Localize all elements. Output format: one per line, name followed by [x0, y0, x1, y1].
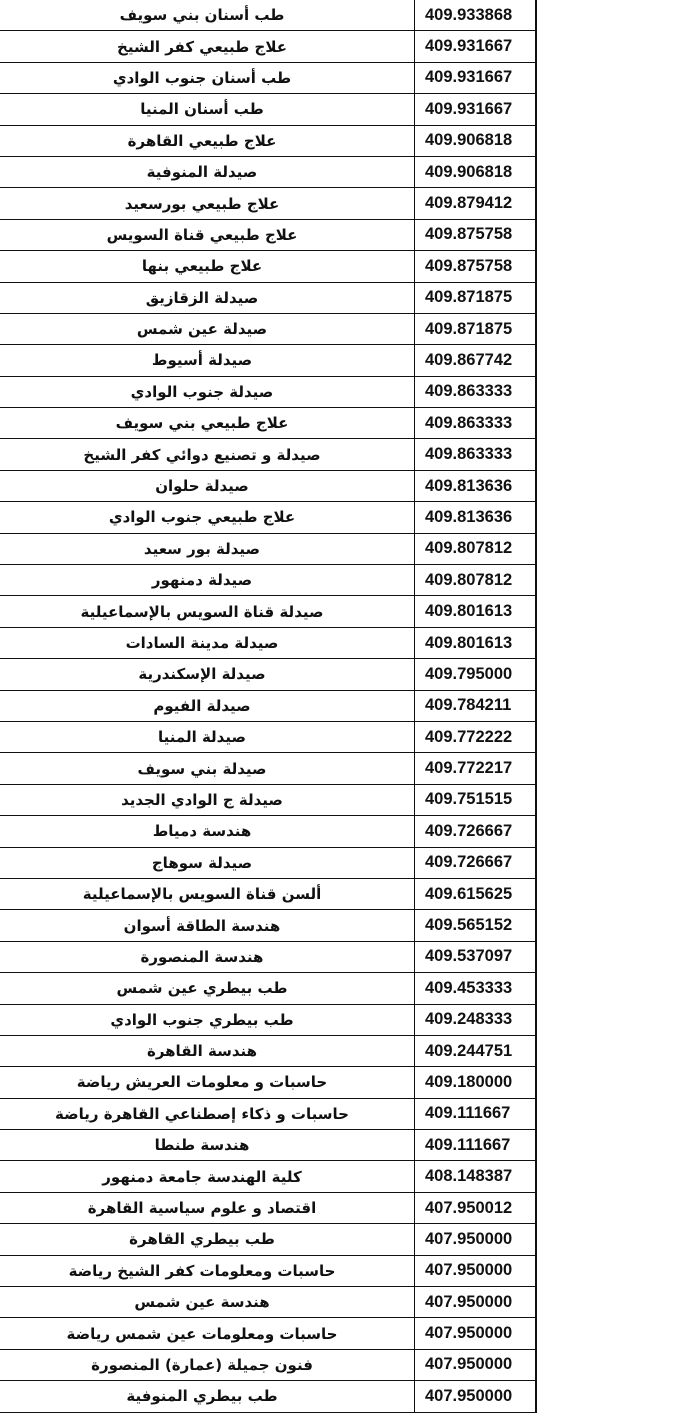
faculty-name-cell: طب أسنان بني سويف	[0, 0, 415, 31]
min-score-cell: 409.906818	[415, 156, 537, 187]
faculty-name-cell: صيدلة المنوفية	[0, 156, 415, 187]
min-score-cell: 409.813636	[415, 502, 537, 533]
min-score-cell: 409.906818	[415, 125, 537, 156]
faculty-name-cell: صيدلة الإسكندرية	[0, 659, 415, 690]
faculty-name-cell: علاج طبيعي بورسعيد	[0, 188, 415, 219]
min-score-cell: 409.772222	[415, 721, 537, 752]
table-row	[0, 565, 536, 596]
table-row	[0, 376, 536, 407]
table-row	[0, 439, 536, 470]
faculty-name-cell: هندسة طنطا	[0, 1130, 415, 1161]
table-row	[0, 0, 536, 31]
faculty-name-cell: حاسبات و معلومات العريش رياضة	[0, 1067, 415, 1098]
faculty-name-cell: حاسبات ومعلومات كفر الشيخ رياضة	[0, 1255, 415, 1286]
min-score-cell: 409.871875	[415, 313, 537, 344]
table-row	[0, 345, 536, 376]
faculty-name-cell: هندسة المنصورة	[0, 941, 415, 972]
min-score-cell: 409.933868	[415, 0, 537, 31]
faculty-name-cell: صيدلة ج الوادي الجديد	[0, 784, 415, 815]
table-row	[0, 1318, 536, 1349]
min-score-cell: 409.863333	[415, 408, 537, 439]
min-score-cell: 409.863333	[415, 376, 537, 407]
table-row	[0, 1381, 536, 1412]
faculty-name-cell: كلية الهندسة جامعة دمنهور	[0, 1161, 415, 1192]
table-row	[0, 1255, 536, 1286]
faculty-name-cell: طب بيطري عين شمس	[0, 973, 415, 1004]
faculty-name-cell: طب أسنان جنوب الوادي	[0, 62, 415, 93]
min-score-cell: 409.615625	[415, 878, 537, 909]
table-row	[0, 94, 536, 125]
table-row	[0, 188, 536, 219]
table-row	[0, 878, 536, 909]
faculty-name-cell: اقتصاد و علوم سياسية القاهرة	[0, 1192, 415, 1223]
min-score-cell: 409.867742	[415, 345, 537, 376]
faculty-name-cell: صيدلة و تصنيع دوائي كفر الشيخ	[0, 439, 415, 470]
table-row	[0, 408, 536, 439]
min-score-cell: 409.801613	[415, 627, 537, 658]
min-score-cell: 409.111667	[415, 1130, 537, 1161]
faculty-name-cell: ألسن قناة السويس بالإسماعيلية	[0, 878, 415, 909]
table-row	[0, 533, 536, 564]
min-score-cell: 409.453333	[415, 973, 537, 1004]
faculty-name-cell: صيدلة الزقازيق	[0, 282, 415, 313]
faculty-name-cell: علاج طبيعي كفر الشيخ	[0, 31, 415, 62]
min-score-cell: 407.950000	[415, 1224, 537, 1255]
min-score-cell: 409.248333	[415, 1004, 537, 1035]
table-row	[0, 1035, 536, 1066]
table-row	[0, 816, 536, 847]
min-score-cell: 409.180000	[415, 1067, 537, 1098]
table-row	[0, 1067, 536, 1098]
min-score-cell: 409.751515	[415, 784, 537, 815]
table-row	[0, 502, 536, 533]
faculty-name-cell: صيدلة قناة السويس بالإسماعيلية	[0, 596, 415, 627]
faculty-name-cell: طب أسنان المنيا	[0, 94, 415, 125]
faculty-name-cell: صيدلة دمنهور	[0, 565, 415, 596]
table-row	[0, 251, 536, 282]
table-row	[0, 690, 536, 721]
table-row	[0, 1130, 536, 1161]
min-score-cell: 409.726667	[415, 816, 537, 847]
table-row	[0, 1098, 536, 1129]
table-row	[0, 847, 536, 878]
faculty-name-cell: علاج طبيعي القاهرة	[0, 125, 415, 156]
faculty-name-cell: صيدلة سوهاج	[0, 847, 415, 878]
faculty-name-cell: صيدلة جنوب الوادي	[0, 376, 415, 407]
table-row	[0, 627, 536, 658]
min-score-cell: 409.111667	[415, 1098, 537, 1129]
min-score-cell: 409.801613	[415, 596, 537, 627]
faculty-name-cell: علاج طبيعي بني سويف	[0, 408, 415, 439]
faculty-name-cell: صيدلة أسيوط	[0, 345, 415, 376]
min-score-cell: 409.565152	[415, 910, 537, 941]
faculty-name-cell: صيدلة حلوان	[0, 470, 415, 501]
min-score-cell: 409.726667	[415, 847, 537, 878]
table-row	[0, 1287, 536, 1318]
min-score-cell: 409.772217	[415, 753, 537, 784]
min-score-cell: 409.807812	[415, 565, 537, 596]
table-row	[0, 313, 536, 344]
table-row	[0, 125, 536, 156]
faculty-name-cell: هندسة القاهرة	[0, 1035, 415, 1066]
table-row	[0, 753, 536, 784]
faculty-name-cell: صيدلة بني سويف	[0, 753, 415, 784]
table-row	[0, 1192, 536, 1223]
min-score-cell: 407.950000	[415, 1318, 537, 1349]
table-row	[0, 470, 536, 501]
min-score-cell: 409.784211	[415, 690, 537, 721]
min-score-cell: 409.537097	[415, 941, 537, 972]
faculty-name-cell: صيدلة الفيوم	[0, 690, 415, 721]
min-score-cell: 409.879412	[415, 188, 537, 219]
min-score-cell: 407.950000	[415, 1287, 537, 1318]
faculty-name-cell: طب بيطري جنوب الوادي	[0, 1004, 415, 1035]
table-row	[0, 1161, 536, 1192]
min-score-cell: 408.148387	[415, 1161, 537, 1192]
table-row	[0, 1004, 536, 1035]
faculty-name-cell: علاج طبيعي قناة السويس	[0, 219, 415, 250]
faculty-name-cell: علاج طبيعي جنوب الوادي	[0, 502, 415, 533]
table-row	[0, 973, 536, 1004]
table-row	[0, 659, 536, 690]
min-score-cell: 409.871875	[415, 282, 537, 313]
faculty-name-cell: حاسبات ومعلومات عين شمس رياضة	[0, 1318, 415, 1349]
table-row	[0, 1224, 536, 1255]
table-row	[0, 721, 536, 752]
faculty-name-cell: صيدلة المنيا	[0, 721, 415, 752]
faculty-name-cell: طب بيطري القاهرة	[0, 1224, 415, 1255]
faculty-name-cell: هندسة دمياط	[0, 816, 415, 847]
faculty-name-cell: هندسة الطاقة أسوان	[0, 910, 415, 941]
min-score-cell: 407.950000	[415, 1255, 537, 1286]
min-score-cell: 409.875758	[415, 251, 537, 282]
faculty-name-cell: علاج طبيعي بنها	[0, 251, 415, 282]
min-score-cell: 407.950012	[415, 1192, 537, 1223]
table-row	[0, 910, 536, 941]
faculty-name-cell: طب بيطري المنوفية	[0, 1381, 415, 1412]
min-score-cell: 409.931667	[415, 94, 537, 125]
min-score-cell: 409.863333	[415, 439, 537, 470]
table-row	[0, 219, 536, 250]
min-score-cell: 409.813636	[415, 470, 537, 501]
table-row	[0, 31, 536, 62]
min-score-cell: 409.875758	[415, 219, 537, 250]
faculty-name-cell: فنون جميلة (عمارة) المنصورة	[0, 1349, 415, 1380]
table-row	[0, 596, 536, 627]
table-row	[0, 941, 536, 972]
min-score-cell: 409.931667	[415, 62, 537, 93]
faculty-name-cell: هندسة عين شمس	[0, 1287, 415, 1318]
min-score-cell: 407.950000	[415, 1381, 537, 1412]
min-score-cell: 409.807812	[415, 533, 537, 564]
table-row	[0, 62, 536, 93]
faculty-name-cell: صيدلة مدينة السادات	[0, 627, 415, 658]
table-row	[0, 1349, 536, 1380]
table-row	[0, 784, 536, 815]
min-score-cell: 409.931667	[415, 31, 537, 62]
faculty-name-cell: صيدلة بور سعيد	[0, 533, 415, 564]
faculty-name-cell: حاسبات و ذكاء إصطناعي القاهرة رياضة	[0, 1098, 415, 1129]
min-score-cell: 409.795000	[415, 659, 537, 690]
table-row	[0, 156, 536, 187]
table-row	[0, 282, 536, 313]
min-score-cell: 407.950000	[415, 1349, 537, 1380]
faculty-name-cell: صيدلة عين شمس	[0, 313, 415, 344]
min-score-cell: 409.244751	[415, 1035, 537, 1066]
